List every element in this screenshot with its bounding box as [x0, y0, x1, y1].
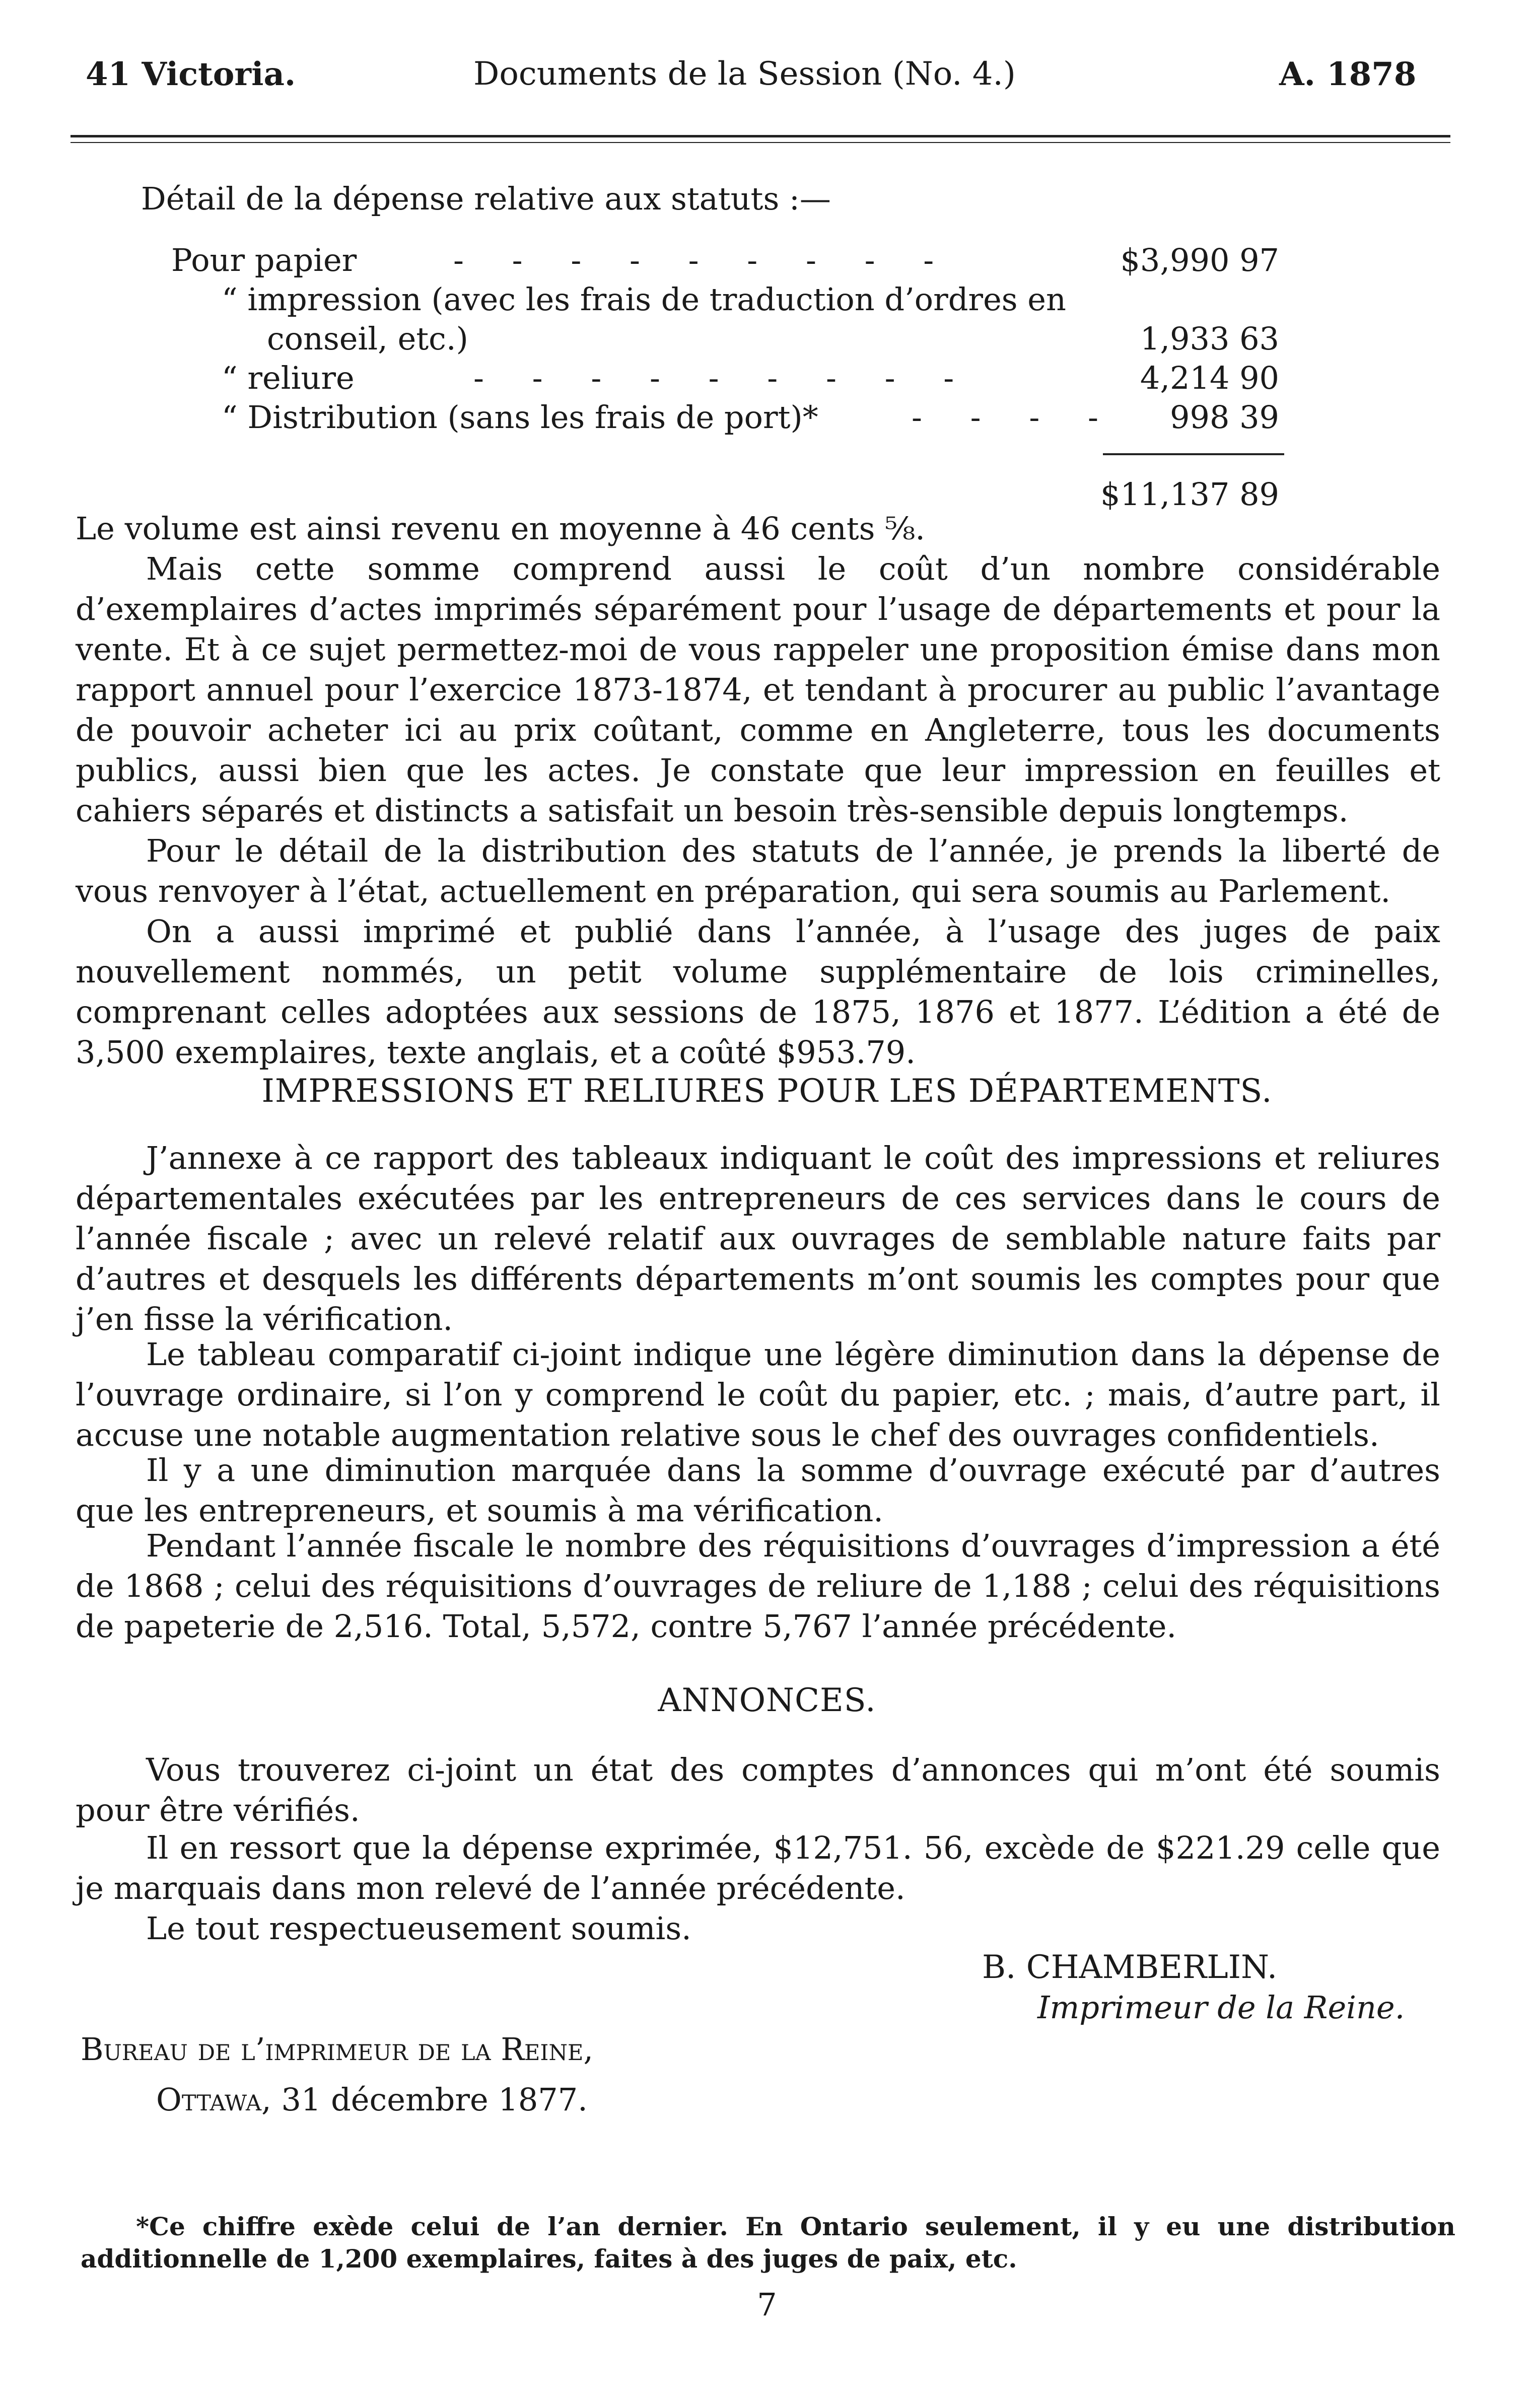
expense-value-printing: 1,933 63: [1140, 320, 1279, 357]
expense-leader: - - - - - - - - -: [453, 242, 953, 278]
header-title: Documents de la Session (No. 4.): [473, 55, 1016, 93]
header-volume: 41 Victoria.: [86, 55, 296, 93]
paragraph-copies: Mais cette somme comprend aussi le coût d’un nombre considérable d’exemplaires d’actes imprimés séparément pour l’usage de départements et pour la vente. Et à ce sujet permettez-moi de vous rappeler une proposition émise dans mon rapport annuel pour l’exercice 1873-1874, et tendant à procurer au public l’avantage de pouvoir acheter ici au prix coûtant, comme en Angleterre, tous les documents publics, aussi bien que les actes. Je constate que leur impression en feuilles et cahiers séparés et distincts a satisfait un besoin très-sensible depuis longtemps.: [76, 550, 1440, 829]
signature-title: Imprimeur de la Reine.: [1037, 1989, 1405, 2026]
paragraph-criminal-laws: On a aussi imprimé et publié dans l’année, à l’usage des juges de paix nouvellement nommés, un petit volume supplémentaire de lois criminelles, comprenant celles adoptées aux sessions de 1875, 1876 et 1877. L’édition a été de 3,500 exemplaires, texte anglais, et a coûté $953.79.: [76, 913, 1440, 1071]
paragraph-comparison: Le tableau comparatif ci-joint indique une légère diminution dans la dépense de l’ouvrage ordinaire, si l’on y comprend le coût du papier, etc. ; mais, d’autre part, il accuse une notable augmentation relative sous le chef des ouvrages confidentiels.: [76, 1336, 1440, 1453]
office-date: 31 décembre 1877.: [281, 2081, 588, 2118]
page-number: 7: [757, 2286, 777, 2323]
expense-label-distribution: “ Distribution (sans les frais de port)*: [222, 399, 818, 436]
paragraph-average: Le volume est ainsi revenu en moyenne à 46 cents ⅝.: [76, 510, 925, 547]
paragraph-expense-excess: Il en ressort que la dépense exprimée, $12,751. 56, excède de $221.29 celle que je marquais dans mon relevé de l’année précédente.: [76, 1829, 1440, 1906]
footnote: *Ce chiffre exède celui de l’an dernier. En Ontario seulement, il y eu une distribution additionnelle de 1,200 exemplaires, faites à des juges de paix, etc.: [81, 2212, 1455, 2274]
header-rule-thick: [71, 135, 1450, 137]
total-rule: [1103, 453, 1284, 455]
office-place: Ottawa,: [156, 2081, 271, 2118]
expense-intro: Détail de la dépense relative aux statuts :—: [141, 180, 831, 217]
paragraph-distribution: Pour le détail de la distribution des statuts de l’année, je prends la liberté de vous renvoyer à l’état, actuellement en préparation, qui sera soumis au Parlement.: [76, 832, 1440, 909]
expense-value-distribution: 998 39: [1170, 399, 1279, 436]
paragraph-requisitions: Pendant l’année fiscale le nombre des réquisitions d’ouvrages d’impression a été de 1868 ; celui des réquisitions d’ouvrages de reliure de 1,188 ; celui des réquisitions de papeterie de 2,516. Total, 5,572, contre 5,767 l’année précédente.: [76, 1527, 1440, 1645]
office-name: Bureau de l’imprimeur de la Reine,: [81, 2031, 594, 2068]
section-heading-announcements: ANNONCES.: [658, 1682, 876, 1719]
expense-label-binding: “ reliure: [222, 360, 355, 396]
expense-value-binding: 4,214 90: [1140, 360, 1279, 396]
expense-label-paper: Pour papier: [171, 242, 357, 278]
signature-name: B. CHAMBERLIN.: [982, 1949, 1278, 1986]
paragraph-decrease: Il y a une diminution marquée dans la somme d’ouvrage exécuté par d’autres que les entrepreneurs, et soumis à ma vérification.: [76, 1452, 1440, 1529]
paragraph-accounts: Vous trouverez ci-joint un état des comptes d’annonces qui m’ont été soumis pour être vérifiés.: [76, 1751, 1440, 1828]
header-rule-thin: [71, 142, 1450, 143]
paragraph-annex: J’annexe à ce rapport des tableaux indiquant le coût des impressions et reliures départementales exécutées par les entrepreneurs de ces services dans le cours de l’année fiscale ; avec un relevé relatif aux ouvrages de semblable nature faits par d’autres et desquels les différents départements m’ont soumis les comptes pour que j’en fisse la vérification.: [76, 1140, 1440, 1337]
paragraph-closing: Le tout respectueusement soumis.: [146, 1910, 691, 1947]
header-year: A. 1878: [1279, 55, 1417, 93]
expense-leader: - - - - - - - - -: [473, 360, 973, 396]
expense-total: $11,137 89: [1100, 476, 1279, 513]
expense-label-printing: “ impression (avec les frais de traduction d’ordres en: [222, 281, 1066, 318]
expense-leader: - - - -: [912, 399, 1118, 436]
expense-value-paper: $3,990 97: [1120, 242, 1279, 278]
section-heading-printing: IMPRESSIONS ET RELIURES POUR LES DÉPARTEMENTS.: [261, 1073, 1273, 1110]
office-dateline: [156, 2080, 588, 2120]
expense-label-printing-cont: conseil, etc.): [267, 320, 468, 357]
